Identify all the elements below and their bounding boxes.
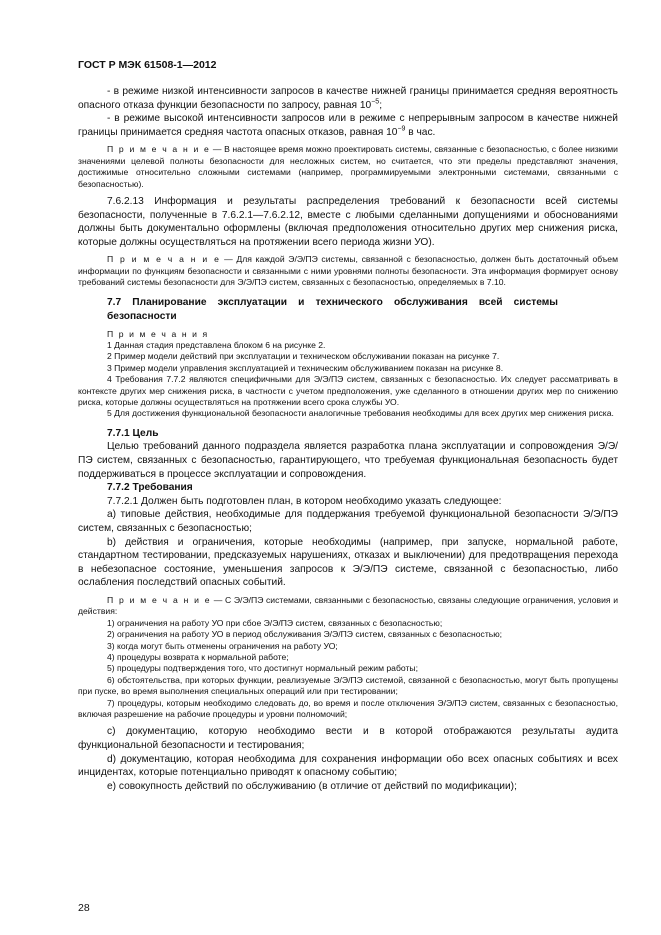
list-item-e: е) совокупность действий по обслуживанию (в отличие от действий по модификации); [107,780,517,792]
document-header: ГОСТ Р МЭК 61508-1—2012 [78,59,217,71]
paragraph-low-demand [78,85,618,112]
paragraph-text: - в режиме высокой интенсивности запросов или в режиме с непрерывным запросом в качестве нижней границы принимается средняя частота опасных отказов, равная 10 [78,113,618,138]
note-list-item-4: 4) процедуры возврата к нормальной работе; [107,652,289,662]
note-list-item-5: 5) процедуры подтверждения того, что достигнут нормальный режим работы; [107,663,418,674]
list-item-b: b) действия и ограничения, которые необходимы (например, при запуске, нормальной работе, стандартном тестировании, предсказуемых нарушениях, отказах и выключении) для предотвращения перехода в небезопасное состояние, уменьшения запросов к Э/Э/ПЭ системе, связанной с безопасностью, либо ослабления последствий опасных событий. [78,536,618,589]
section-heading-7-7: 7.7 Планирование эксплуатации и технического обслуживания всей системы безопасности [107,296,558,322]
note-label: П р и м е ч а н и е [107,144,211,155]
paragraph-objective: Целью требований данного подраздела является разработка плана эксплуатации и сопровождения Э/Э/ПЭ систем, связанных с безопасностью, гарантирующего, что требуемая функциональная безопасность будет поддерживаться в процессе эксплуатации и сопровождения. [78,441,618,480]
note-item-3: 3 Пример модели управления эксплуатацией и техническим обслуживанием показан на рисунке 8. [107,362,504,373]
paragraph-text: в час. [405,126,436,138]
note-list-item-2: 2) ограничения на работу УО в период обслуживания Э/Э/ПЭ систем, связанных с безопасностью; [107,629,503,640]
note-list-item-1: 1) ограничения на работу УО при сбое Э/Э/ПЭ систем, связанных с безопасностью; [107,617,443,628]
section-heading-7-7-1: 7.7.1 Цель [107,427,159,439]
note-list-item-3: 3) когда могут быть отменены ограничения на работу УО; [107,640,338,651]
paragraph-text: ; [379,99,383,111]
note-item-1: 1 Данная стадия представлена блоком 6 на рисунке 2. [107,340,326,350]
page-number: 28 [78,902,90,914]
note-label: П р и м е ч а н и е [107,594,212,605]
note-label: П р и м е ч а н и е [107,254,221,265]
exponent: −9 [397,125,406,133]
note-item-5: 5 Для достижения функциональной безопасности аналогичные требования необходимы для всех других мер снижения риска. [107,408,614,419]
note-text: — В настоящее время можно проектировать системы, связанные с безопасностью, с более низкими значениями целевой полноты безопасности для несложных систем, но считается, что эти пределы представляют значения, достижимые относительно сложными системами (например, программируемыми электронными системами, связанными с безопасностью). [78,144,618,189]
paragraph-7-6-2-13: 7.6.2.13 Информация и результаты распределения требований к безопасности всей системы безопасности, полученные в 7.6.2.1—7.6.2.12, вместе с любыми сделанными допущениями и обоснованиями должны быть документально оформлены (включая предположения относительно других мер снижения риска, которые должны осуществляться на протяжении всего периода жизни УО). [78,196,618,248]
document-body [78,85,618,793]
note-text: — Для каждой Э/Э/ПЭ системы, связанной с безопасностью, должен быть достаточный объем информации по функциям безопасности и связанными с ними уровнями полноты безопасности. Эта информация формирует основу требований системы безопасности для Э/Э/ПЭ систем, связанных с безопасностью, определяемых в 7.10. [78,254,618,288]
note-list-item-7: 7) процедуры, которым необходимо следовать до, во время и после отключения Э/Э/ПЭ систем, связанных с безопасностью, включая разрешение на рабочие процедуры и уровни полномочий; [78,697,618,720]
paragraph-text: - в режиме низкой интенсивности запросов в качестве нижней границы принимается средняя вероятность опасного отказа функции безопасности по запросу, равная 10 [78,86,618,111]
list-item-c: с) документацию, которую необходимо вести и в которой отображаются результаты аудита функциональной безопасности и тестирования; [78,726,618,752]
paragraph-high-demand [78,112,618,139]
notes-label: П р и м е ч а н и я [107,328,209,339]
list-item-a: а) типовые действия, необходимые для поддержания требуемой функциональной безопасности Э/Э/ПЭ систем, связанных с безопасностью; [78,509,618,534]
note-text: — С Э/Э/ПЭ системами, связанными с безопасностью, связаны следующие ограничения, условия и действия: [78,594,618,617]
note-3 [78,595,618,618]
note-2 [78,254,618,288]
paragraph-7-7-2-1: 7.7.2.1 Должен быть подготовлен план, в котором необходимо указать следующее: [107,495,502,507]
note-list-item-6: 6) обстоятельства, при которых функции, реализуемые Э/Э/ПЭ системой, связанной с безопасностью, могут быть пропущены при пуске, во время выполнения специальных операций или при тестировании; [78,674,618,697]
list-item-d: d) документацию, которая необходима для сохранения информации обо всех опасных событиях и всех инцидентах, которые потенциально приводят к опасному событию; [78,753,618,779]
note-item-2: 2 Пример модели действий при эксплуатации и техническом обслуживании показан на рисунке 7. [107,351,500,362]
section-heading-7-7-2: 7.7.2 Требования [107,482,193,494]
note-item-4: 4 Требования 7.7.2 являются специфичными для Э/Э/ПЭ систем, связанных с безопасностью. Их следует рассматривать в контексте других мер снижения риска, в частности с учетом предположения, уже сделанного в отношении других мер по снижению риска, которые должны осуществляться на протяжении всего срока службы УО. [78,374,618,408]
exponent: −5 [371,98,380,106]
note-1 [78,144,618,190]
